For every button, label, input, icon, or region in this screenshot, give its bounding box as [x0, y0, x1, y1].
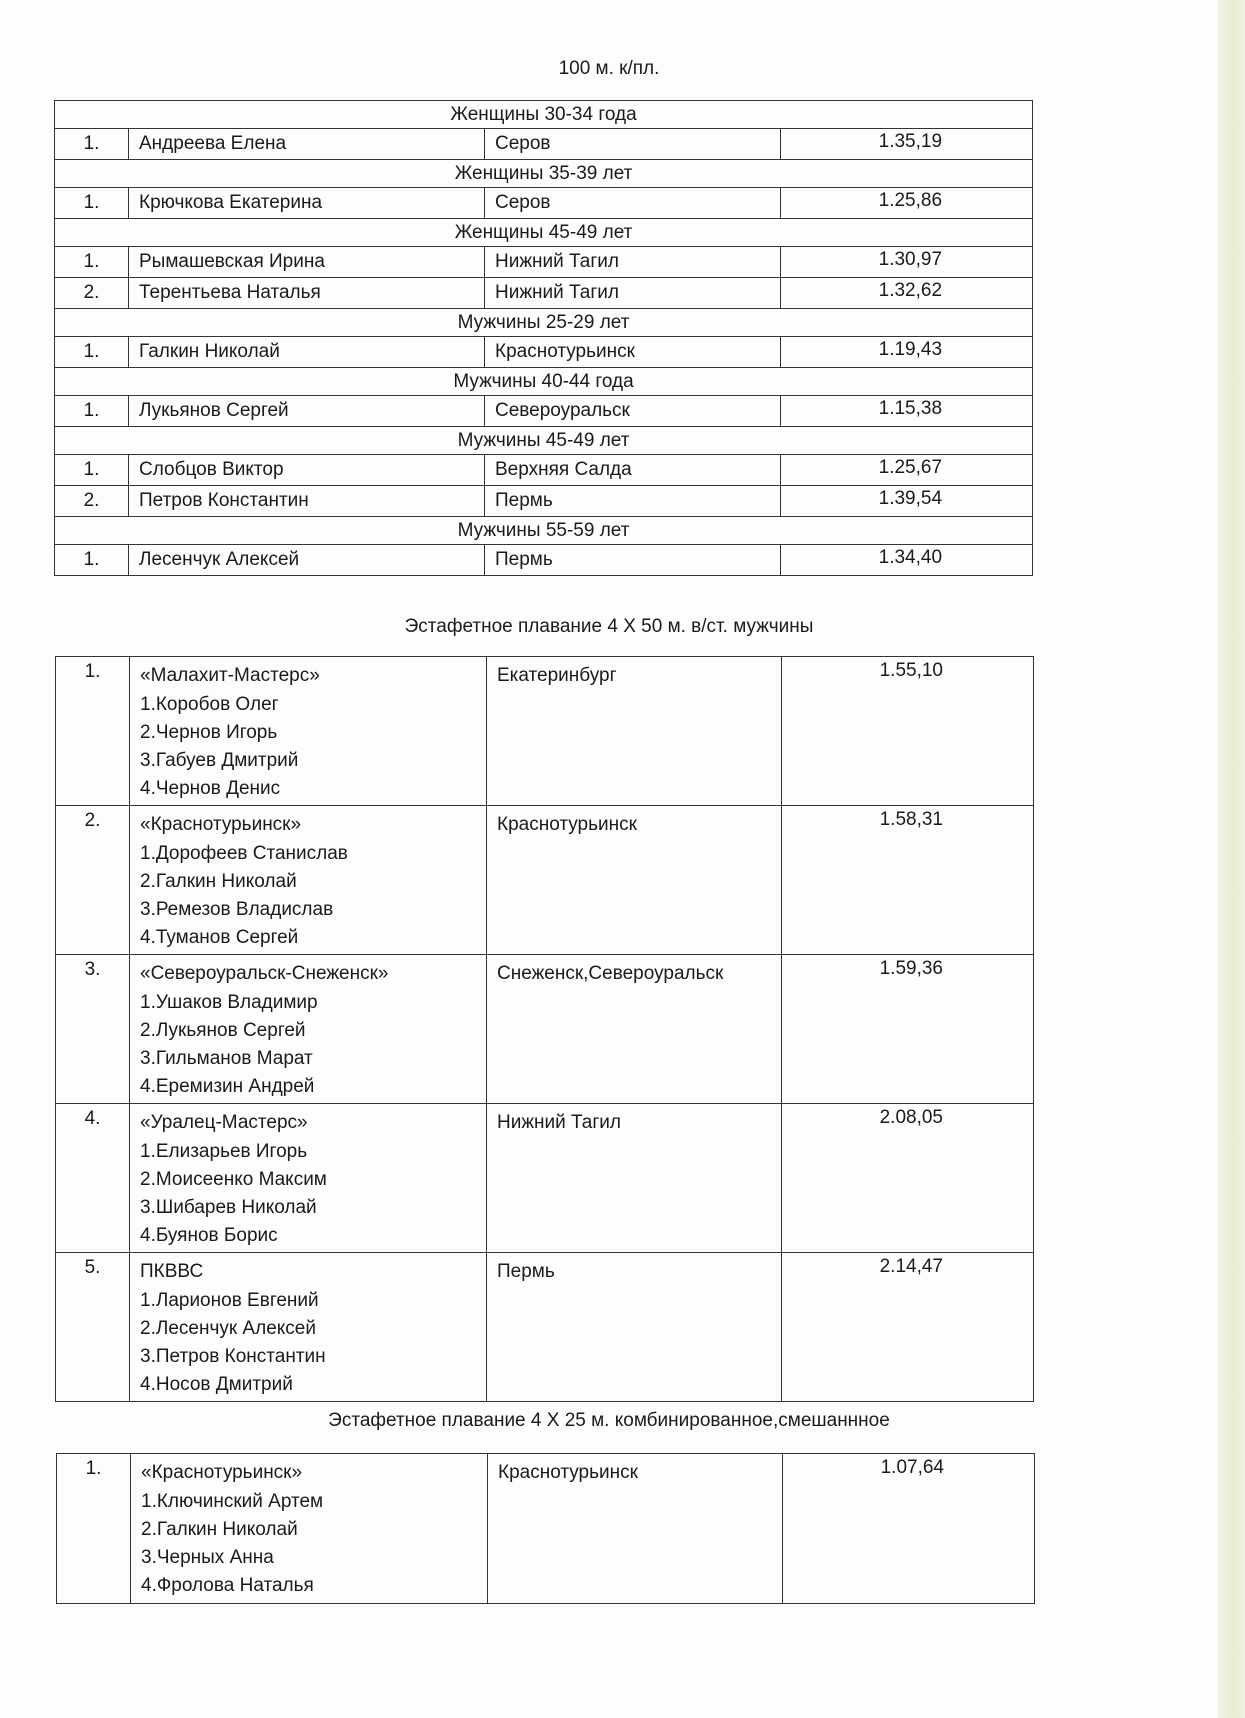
team-cell [130, 955, 487, 1104]
team-member: 4.Чернов Денис [140, 778, 281, 799]
athlete-name-cell: Андреева Елена [129, 129, 485, 160]
team-members-list [140, 989, 476, 1101]
team-members-list [140, 1287, 476, 1399]
city-cell: Североуральск [485, 396, 781, 427]
time-cell: 1.39,54 [781, 486, 1033, 517]
team-name: «Краснотурьинск» [140, 814, 302, 835]
team-name: «Североуральск-Снеженск» [140, 963, 389, 984]
place-cell: 1. [55, 337, 129, 368]
result-row [55, 337, 1033, 368]
place-cell: 2. [55, 486, 129, 517]
relay-team-row [56, 955, 1034, 1104]
city-cell: Пермь [485, 545, 781, 576]
team-members-list [140, 1138, 476, 1250]
team-member: 4.Носов Дмитрий [140, 1374, 293, 1395]
results-table-relay-4x25 [56, 1453, 1035, 1604]
place-cell: 1. [55, 396, 129, 427]
city-cell: Верхняя Салда [485, 455, 781, 486]
team-cell [130, 1104, 487, 1253]
team-member: 2.Моисеенко Максим [140, 1169, 327, 1190]
city-cell: Серов [485, 188, 781, 219]
team-member: 4.Туманов Сергей [140, 927, 299, 948]
place-cell: 2. [55, 278, 129, 309]
team-name: «Уралец-Мастерс» [140, 1112, 308, 1133]
athlete-name-cell: Слобцов Виктор [129, 455, 485, 486]
city-cell: Нижний Тагил [487, 1104, 782, 1253]
age-group-label: Мужчины 25-29 лет [55, 309, 1033, 337]
team-members-list [140, 691, 476, 803]
relay-team-row [57, 1454, 1035, 1604]
time-cell: 1.19,43 [781, 337, 1033, 368]
result-row [55, 278, 1033, 309]
athlete-name-cell: Лукьянов Сергей [129, 396, 485, 427]
team-member: 2.Лесенчук Алексей [140, 1318, 316, 1339]
place-cell: 4. [56, 1104, 130, 1253]
time-cell: 1.25,67 [781, 455, 1033, 486]
city-cell: Краснотурьинск [488, 1454, 783, 1604]
result-row [55, 486, 1033, 517]
time-cell: 1.58,31 [782, 806, 1034, 955]
results-table-relay-4x50 [55, 656, 1034, 1402]
age-group-label: Женщины 45-49 лет [55, 219, 1033, 247]
team-member: 3.Ремезов Владислав [140, 899, 334, 920]
team-member: 1.Дорофеев Станислав [140, 843, 348, 864]
age-group-row [55, 101, 1033, 129]
team-member: 2.Галкин Николай [141, 1519, 298, 1540]
result-row [55, 129, 1033, 160]
time-cell: 1.32,62 [781, 278, 1033, 309]
time-cell: 1.25,86 [781, 188, 1033, 219]
athlete-name-cell: Крючкова Екатерина [129, 188, 485, 219]
athlete-name-cell: Рымашевская Ирина [129, 247, 485, 278]
team-member: 2.Галкин Николай [140, 871, 297, 892]
athlete-name-cell: Галкин Николай [129, 337, 485, 368]
scan-page-edge [1218, 0, 1245, 1718]
result-row [55, 396, 1033, 427]
place-cell: 1. [55, 247, 129, 278]
athlete-name-cell: Петров Константин [129, 486, 485, 517]
athlete-name-cell: Терентьева Наталья [129, 278, 485, 309]
relay-team-row [56, 1253, 1034, 1402]
age-group-label: Мужчины 55-59 лет [55, 517, 1033, 545]
city-cell: Серов [485, 129, 781, 160]
time-cell: 2.08,05 [782, 1104, 1034, 1253]
time-cell: 1.34,40 [781, 545, 1033, 576]
place-cell: 1. [56, 657, 130, 806]
place-cell: 2. [56, 806, 130, 955]
time-cell: 1.30,97 [781, 247, 1033, 278]
age-group-row [55, 309, 1033, 337]
team-cell [131, 1454, 488, 1604]
team-member: 1.Ключинский Артем [141, 1491, 324, 1512]
athlete-name-cell: Лесенчук Алексей [129, 545, 485, 576]
place-cell: 5. [56, 1253, 130, 1402]
relay-team-row [56, 657, 1034, 806]
city-cell: Нижний Тагил [485, 247, 781, 278]
city-cell: Нижний Тагил [485, 278, 781, 309]
age-group-row [55, 160, 1033, 188]
team-member: 4.Буянов Борис [140, 1225, 278, 1246]
results-table-100m [54, 100, 1033, 576]
team-cell [130, 806, 487, 955]
team-member: 3.Шибарев Николай [140, 1197, 317, 1218]
city-cell: Пермь [485, 486, 781, 517]
team-name: «Краснотурьинск» [141, 1462, 303, 1483]
age-group-row [55, 427, 1033, 455]
time-cell: 1.07,64 [783, 1454, 1035, 1604]
team-name: ПКВВС [140, 1261, 204, 1282]
relay-team-row [56, 806, 1034, 955]
team-member: 2.Лукьянов Сергей [140, 1020, 306, 1041]
time-cell: 1.35,19 [781, 129, 1033, 160]
result-row [55, 545, 1033, 576]
age-group-label: Женщины 30-34 года [55, 101, 1033, 129]
time-cell: 1.59,36 [782, 955, 1034, 1104]
team-member: 3.Гильманов Марат [140, 1048, 313, 1069]
team-cell [130, 1253, 487, 1402]
team-members-list [140, 840, 476, 952]
city-cell: Екатеринбург [487, 657, 782, 806]
place-cell: 1. [55, 188, 129, 219]
place-cell: 1. [55, 455, 129, 486]
time-cell: 1.15,38 [781, 396, 1033, 427]
section-title-100m-breaststroke: 100 м. к/пл. [558, 58, 660, 79]
time-cell: 1.55,10 [782, 657, 1034, 806]
team-member: 1.Ушаков Владимир [140, 992, 318, 1013]
team-member: 1.Елизарьев Игорь [140, 1141, 308, 1162]
team-member: 3.Петров Константин [140, 1346, 326, 1367]
age-group-row [55, 368, 1033, 396]
section-title-relay-4x25-mixed: Эстафетное плавание 4 Х 25 м. комбинированное,смешаннное [328, 1410, 890, 1431]
city-cell: Краснотурьинск [485, 337, 781, 368]
place-cell: 3. [56, 955, 130, 1104]
section-title-relay-4x50: Эстафетное плавание 4 Х 50 м. в/ст. мужчины [404, 616, 814, 637]
age-group-row [55, 219, 1033, 247]
place-cell: 1. [55, 129, 129, 160]
result-row [55, 188, 1033, 219]
team-member: 3.Черных Анна [141, 1547, 274, 1568]
team-member: 1.Ларионов Евгений [140, 1290, 319, 1311]
age-group-row [55, 517, 1033, 545]
team-member: 4.Еремизин Андрей [140, 1076, 315, 1097]
city-cell: Пермь [487, 1253, 782, 1402]
team-member: 2.Чернов Игорь [140, 722, 278, 743]
place-cell: 1. [57, 1454, 131, 1604]
team-member: 1.Коробов Олег [140, 694, 279, 715]
city-cell: Снеженск,Североуральск [487, 955, 782, 1104]
time-cell: 2.14,47 [782, 1253, 1034, 1402]
city-cell: Краснотурьинск [487, 806, 782, 955]
age-group-label: Женщины 35-39 лет [55, 160, 1033, 188]
age-group-label: Мужчины 40-44 года [55, 368, 1033, 396]
team-member: 4.Фролова Наталья [141, 1575, 314, 1596]
age-group-label: Мужчины 45-49 лет [55, 427, 1033, 455]
place-cell: 1. [55, 545, 129, 576]
team-name: «Малахит-Мастерс» [140, 665, 320, 686]
relay-team-row [56, 1104, 1034, 1253]
team-member: 3.Габуев Дмитрий [140, 750, 299, 771]
result-row [55, 455, 1033, 486]
result-row [55, 247, 1033, 278]
team-members-list [141, 1488, 477, 1600]
team-cell [130, 657, 487, 806]
